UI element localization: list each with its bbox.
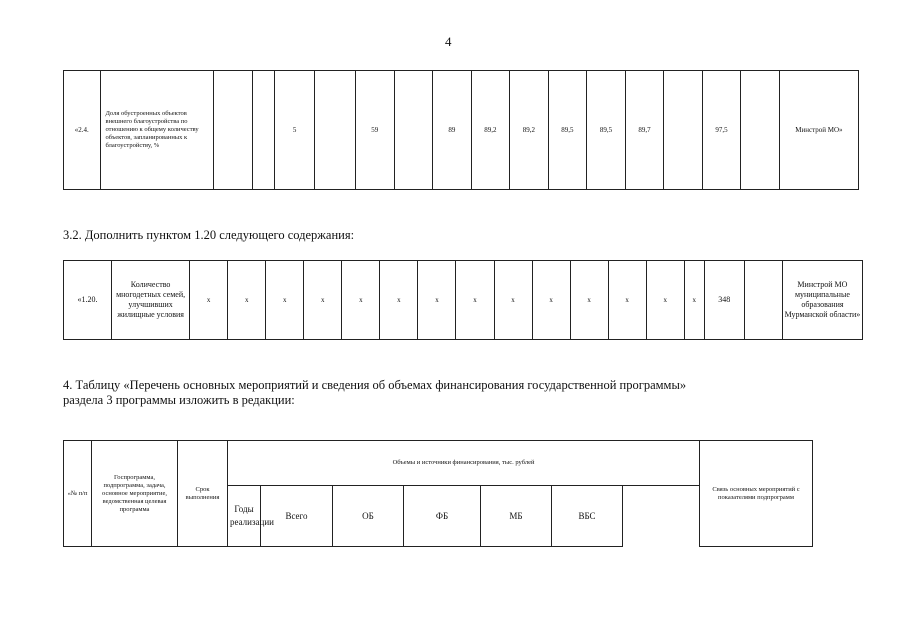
value-cell: x [570,261,608,340]
paragraph-4-line2: раздела 3 программы изложить в редакции: [63,393,295,407]
value-cell [744,261,782,340]
header-term: Срок выполнения [178,441,228,547]
value-cell: x [418,261,456,340]
value-cell: x [228,261,266,340]
value-cell: x [190,261,228,340]
header-number: «№ п/п [64,441,92,547]
value-cell [394,71,433,190]
header-ob: ОБ [333,486,404,547]
value-cell: 97,5 [702,71,741,190]
indicator-name: Количество многодетных семей, улучшивших жилищные условия [112,261,190,340]
indicator-table-1-20 [63,260,863,340]
value-cell: 5 [274,71,315,190]
header-link: Связь основных мероприятий с показателями подпрограмм [700,441,813,547]
indicator-table-2-4 [63,70,859,190]
value-cell: x [380,261,418,340]
value-cell: 348 [704,261,744,340]
paragraph-3-2: 3.2. Дополнить пунктом 1.20 следующего содержания: [63,228,355,242]
value-cell: x [304,261,342,340]
value-cell: x [494,261,532,340]
executor-cell: Минстрой МО муниципальные образования Мурманской области» [782,261,862,340]
page-number: 4 [445,34,452,49]
header-fb: ФБ [404,486,481,547]
value-cell [252,71,274,190]
value-cell: 89,7 [625,71,664,190]
value-cell: x [684,261,704,340]
header-total: Всего [261,486,333,547]
value-cell: 89 [433,71,472,190]
paragraph-4-line1: 4. Таблицу «Перечень основных мероприятий и сведения об объемах финансирования государственной программы» [63,378,687,392]
header-funding: Объемы и источники финансирования, тыс. рублей [228,441,700,486]
value-cell: 89,2 [510,71,549,190]
value-cell: x [456,261,494,340]
row-number: «2.4. [64,71,101,190]
value-cell [214,71,253,190]
value-cell [664,71,703,190]
header-vbs: ВБС [552,486,623,547]
value-cell [315,71,356,190]
row-number: «1.20. [64,261,112,340]
indicator-name: Доля обустроенных объектов внешнего благоустройства по отношению к общему количеству объектов, запланированных к благоустройству, % [100,71,214,190]
table-row [64,71,859,190]
value-cell: 89,5 [548,71,587,190]
header-row [64,441,813,486]
table-row [64,261,863,340]
value-cell: 89,2 [471,71,510,190]
value-cell [741,71,780,190]
value-cell: x [608,261,646,340]
value-cell: 89,5 [587,71,626,190]
value-cell: x [342,261,380,340]
executor-cell: Минстрой МО» [779,71,858,190]
value-cell: x [532,261,570,340]
header-mb: МБ [481,486,552,547]
header-program: Госпрограмма, подпрограмма, задача, основное мероприятие, ведомственная целевая программа [92,441,178,547]
header-years: Годы реализации [228,486,261,547]
value-cell: 59 [355,71,394,190]
value-cell: x [266,261,304,340]
value-cell: x [646,261,684,340]
activities-table-header [63,440,813,547]
